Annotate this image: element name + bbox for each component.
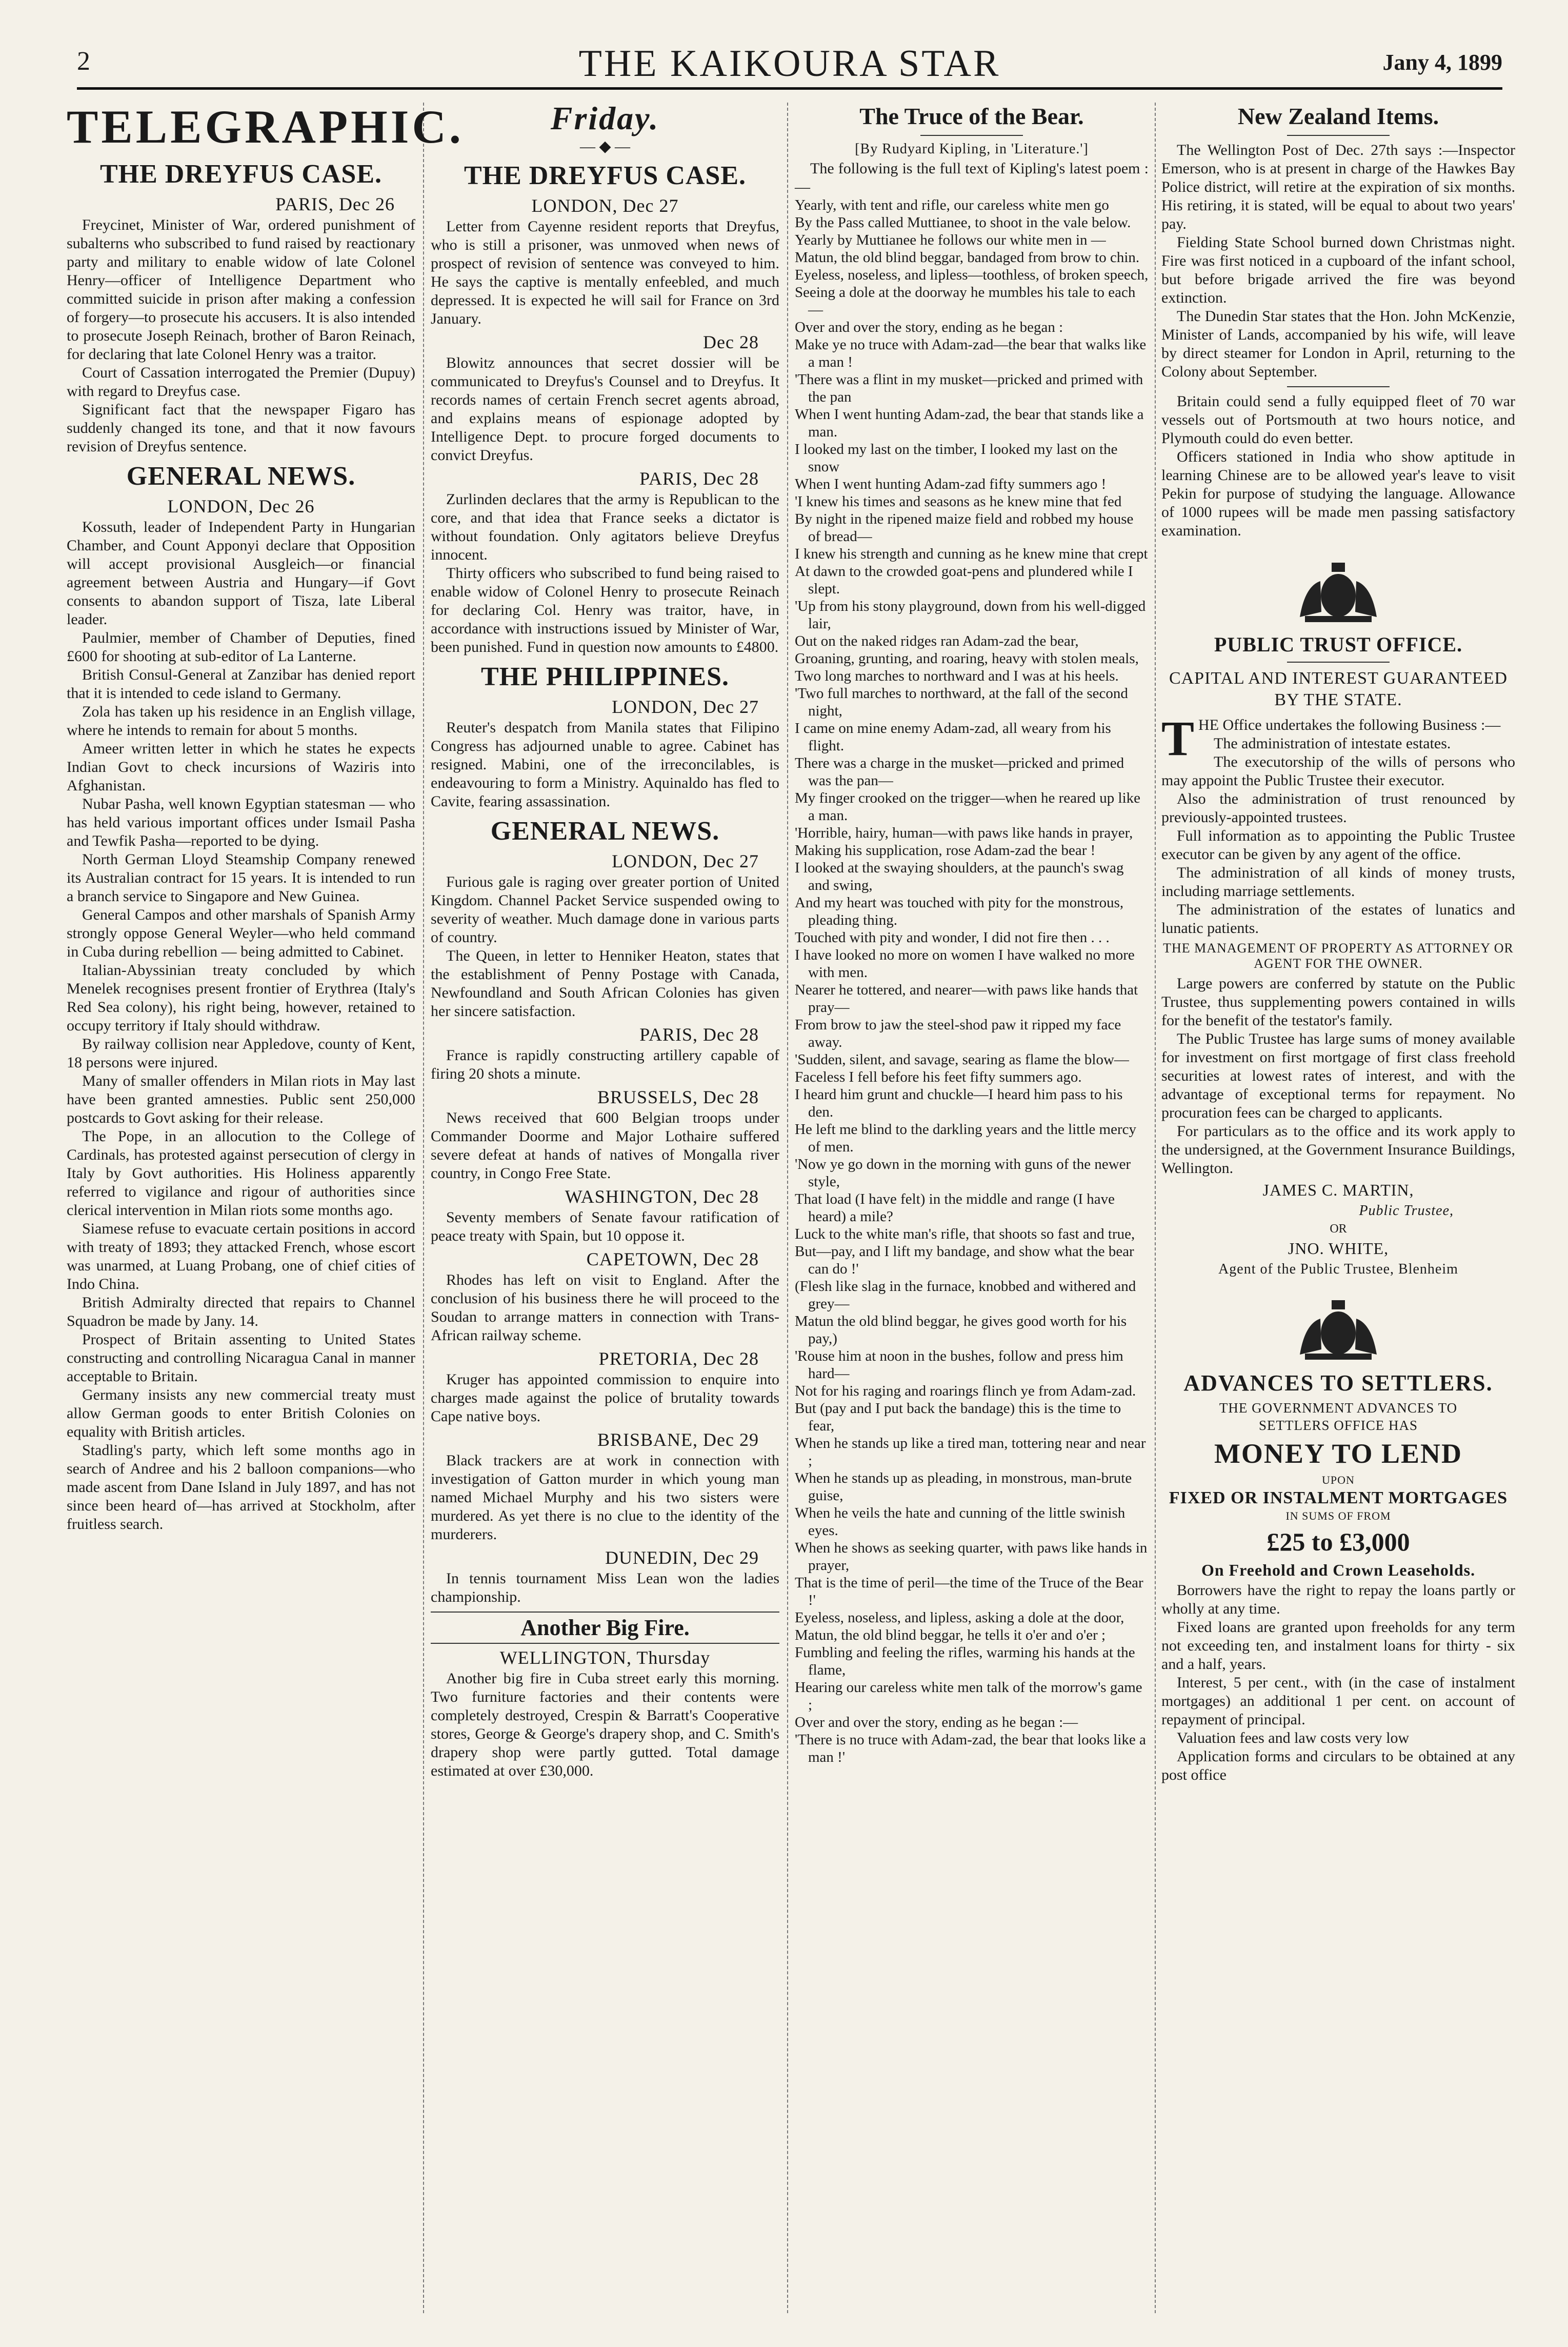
section-rule — [1287, 386, 1390, 387]
paragraph: Interest, 5 per cent., with (in the case of instalment mortgages) an additional 1 per cent. on account of repayment of principal. — [1161, 1674, 1515, 1728]
paragraph: Application forms and circulars to be obtained at any post office — [1161, 1748, 1515, 1783]
paragraph: Furious gale is raging over greater portion of United Kingdom. Channel Packet Service suspended owing to severity of weather. Much damage done in various parts of country. — [431, 873, 779, 946]
paragraph: Thirty officers who subscribed to fund being raised to enable widow of Colonel Henry to prosecute Reinach for declaring Col. Henry was traitor, have, in accordance with instructions issued by Minister of War, been punished. Fund in question now amounts to £4800. — [431, 565, 779, 655]
poem-line: 'I knew his times and seasons as he knew mine that fed — [795, 493, 1122, 510]
poem-line: Not for his raging and roarings flinch ye from Adam-zad. — [795, 1383, 1136, 1399]
poem-line: Yearly, with tent and rifle, our careless white men go — [795, 197, 1109, 213]
paragraph: Fielding State School burned down Christmas night. Fire was first noticed in a cupboard of the infant school, but before brigade arrived the fire was beyond extinction. — [1161, 234, 1515, 306]
poem-line: I knew his strength and cunning as he knew mine that crept — [795, 546, 1148, 562]
signature-name: JNO. WHITE, — [1288, 1239, 1389, 1258]
paragraph: Letter from Cayenne resident reports that Dreyfus, who is still a prisoner, was unmoved when news of prospect of revision of sentence was conveyed to him. He says the captive is mentally enfeebled, and much depressed. It is expected he will sail for France on 3rd January. — [431, 218, 779, 327]
paragraph: Paulmier, member of Chamber of Deputies, fined £600 for shooting at sub-editor of La Lanterne. — [67, 629, 415, 665]
byline: [By Rudyard Kipling, in 'Literature.'] — [855, 141, 1089, 157]
poem-line: 'Sudden, silent, and savage, searing as flame the blow— — [795, 1051, 1129, 1068]
paragraph: The Queen, in letter to Henniker Heaton, states that the establishment of Penny Postage with Canada, Newfoundland and South African Colonies has given her sincere satisfaction. — [431, 947, 779, 1020]
issue-date: Jany 4, 1899 — [1382, 50, 1502, 75]
article-body — [1161, 392, 1515, 540]
dateline: LONDON, Dec 27 — [612, 697, 759, 717]
poem-line: Eyeless, noseless, and lipless, asking a dole at the door, — [795, 1609, 1124, 1626]
paragraph: Black trackers are at work in connection with investigation of Gatton murder in which young man named Michael Murphy and his two sisters were murdered. As yet there is no clue to the identity of the murderers. — [431, 1452, 779, 1543]
paragraph: Freycinet, Minister of War, ordered punishment of subalterns who subscribed to fund raised by reactionary party and military to enable widow of late Colonel Henry—officer of Intelligence Department who committed suicide in prison after making a confession of forgery—to prosecute his accusers. It is also intended to prosecute Joseph Reinach, brother of Baron Reinach, for declaring that late Colonel Henry was a traitor. — [67, 216, 415, 363]
paragraph: Zola has taken up his residence in an English village, where he intends to remain for about 5 months. — [67, 703, 415, 739]
signature-title: Public Trustee, — [1359, 1203, 1454, 1219]
poem-line: Making his supplication, rose Adam-zad the bear ! — [795, 842, 1096, 859]
poem-line: 'Now ye go down in the morning with guns of the newer style, — [795, 1156, 1131, 1190]
friday-heading: Friday. — [550, 100, 660, 136]
poem-line: But (pay and I put back the bandage) this is the time to fear, — [795, 1400, 1121, 1434]
paragraph: News received that 600 Belgian troops under Commander Doorme and Major Lothaire suffered severe defeat at hands of natives of Mongalla river country, in Congo Free State. — [431, 1109, 779, 1182]
telegraphic-heading: TELEGRAPHIC. — [67, 101, 464, 153]
dateline: CAPETOWN, Dec 28 — [586, 1249, 759, 1269]
ad-line: IN SUMS OF FROM — [1285, 1509, 1391, 1522]
column-divider — [1155, 103, 1156, 2313]
poem-line: Matun the old blind beggar, he gives good worth for his pay,) — [795, 1313, 1127, 1347]
paragraph: Italian-Abyssinian treaty concluded by which Menelek recognises present frontier of Erythrea (Italy's Red Sea colony), his right being, however, retained to occupy territory if Italy should withdraw. — [67, 962, 415, 1034]
poem-heading: The Truce of the Bear. — [859, 103, 1084, 129]
column-1 — [67, 97, 464, 2318]
dreyfus-heading: THE DREYFUS CASE. — [464, 161, 747, 190]
paragraph: Full information as to appointing the Public Trustee executor can be given by any agent of the office. — [1161, 827, 1515, 863]
poem-line: When he stands up like a tired man, tottering near and near ; — [795, 1435, 1146, 1469]
poem-line: Out on the naked ridges ran Adam-zad the bear, — [795, 633, 1079, 649]
article-body — [67, 518, 415, 1534]
masthead — [77, 40, 1502, 86]
paragraph: Many of smaller offenders in Milan riots in May last have been granted amnesties. Public sent 250,000 postcards to Govt asking for their release. — [67, 1072, 415, 1126]
article-body — [1161, 974, 1515, 1178]
poem-line: Hearing our careless white men talk of the morrow's game ; — [795, 1679, 1142, 1713]
paragraph: In tennis tournament Miss Lean won the ladies championship. — [431, 1570, 779, 1605]
page-number: 2 — [77, 47, 90, 76]
philippines-heading: THE PHILIPPINES. — [480, 662, 730, 691]
paragraph: The executorship of the wills of persons who may appoint the Public Trustee their executor. — [1161, 753, 1515, 789]
paragraph: Zurlinden declares that the army is Republican to the core, and that idea that France seeks a dictator is without foundation. Only agitators believe Dreyfus innocent. — [431, 491, 779, 563]
poem-line: 'There is no truce with Adam-zad, the bear that looks like a man !' — [795, 1732, 1146, 1765]
signature-or: OR — [1330, 1222, 1347, 1236]
paragraph: Officers stationed in India who show aptitude in learning Chinese are to be allowed year's leave to visit Pekin for purpose of studying the language. Allowance of 1000 rupees will be made men passing satisfactory examination. — [1161, 448, 1515, 539]
poem-line: I came on mine enemy Adam-zad, all weary from his flight. — [795, 720, 1111, 754]
paragraph: Prospect of Britain assenting to United States constructing and controlling Nicaragua Canal in manner acceptable to Britain. — [67, 1331, 415, 1385]
poem-line: And my heart was touched with pity for the monstrous, pleading thing. — [795, 894, 1124, 928]
ad-line: THE GOVERNMENT ADVANCES TO — [1219, 1400, 1458, 1416]
paragraph: Nubar Pasha, well known Egyptian statesman — who has held various important offices under Ismail Pasha and Tewfik Pasha—reported to be dying. — [67, 795, 415, 849]
trust-intro-text: HE Office undertakes the following Business :— — [1198, 717, 1501, 733]
paragraph: The Dunedin Star states that the Hon. John McKenzie, Minister of Lands, accompanied by his wife, will leave by direct steamer for London in April, returning to the Colony about September. — [1161, 308, 1515, 380]
poem-line: 'Rouse him at noon in the bushes, follow and press him hard— — [795, 1348, 1123, 1382]
dateline: LONDON, Dec 27 — [531, 195, 679, 216]
drop-cap: T — [1161, 711, 1195, 766]
heading-rule — [1287, 135, 1390, 136]
paragraph: Large powers are conferred by statute on the Public Trustee, thus supplementing powers contained in wills for the benefit of the testator's family. — [1161, 975, 1515, 1029]
paragraph: North German Lloyd Steamship Company renewed its Australian contract for 15 years. It is intended to run a branch service to Singapore and New Guinea. — [67, 851, 415, 905]
paragraph: The administration of the estates of lunatics and lunatic patients. — [1161, 901, 1515, 937]
dateline: PARIS, Dec 28 — [639, 1024, 759, 1045]
column-2 — [431, 97, 779, 2318]
poem-line: But—pay, and I lift my bandage, and show what the bear can do !' — [795, 1243, 1134, 1277]
poem-line: 'Horrible, hairy, human—with paws like hands in prayer, — [795, 825, 1133, 841]
dateline: DUNEDIN, Dec 29 — [605, 1547, 759, 1568]
paragraph: France is rapidly constructing artillery capable of firing 20 shots a minute. — [431, 1047, 779, 1082]
dateline: LONDON, Dec 26 — [167, 496, 315, 516]
dateline: PRETORIA, Dec 28 — [598, 1348, 759, 1369]
paragraph: For particulars as to the office and its work apply to the undersigned, at the Government Insurance Buildings, Wellington. — [1161, 1123, 1515, 1177]
poem-line: Groaning, grunting, and roaring, heavy with stolen meals, — [795, 650, 1139, 667]
article-body — [1161, 734, 1515, 938]
ad-line: SETTLERS OFFICE HAS — [1258, 1418, 1418, 1433]
poem-line: There was a charge in the musket—pricked and primed was the pan— — [795, 755, 1124, 789]
heading-rule — [1287, 662, 1390, 663]
dateline: LONDON, Dec 27 — [612, 851, 759, 871]
paragraph: Also the administration of trust renounced by previously-appointed trustees. — [1161, 790, 1515, 826]
paragraph: Kruger has appointed commission to enquire into charges made against the police of brutality towards Cape native boys. — [431, 1371, 779, 1425]
poem-line: I have looked no more on women I have walked no more with men. — [795, 947, 1135, 981]
paragraph: Borrowers have the right to repay the loans partly or wholly at any time. — [1161, 1582, 1515, 1617]
paragraph: Reuter's despatch from Manila states that Filipino Congress has adjourned unable to agree. Cabinet has resigned. Mabini, one of the irreconcilables, is endeavouring to form a Ministry. Aquinaldo has fled to Cavite, fearing assassination. — [431, 719, 779, 810]
poem-line: I heard him grunt and chuckle—I heard him pass to his den. — [795, 1086, 1123, 1120]
article-body — [67, 216, 415, 456]
poem-line: Yearly by Muttianee he follows our white men in — — [795, 232, 1106, 248]
paragraph: Germany insists any new commercial treaty must allow German goods to enter British Colonies on equality with British articles. — [67, 1386, 415, 1440]
paragraph: Valuation fees and law costs very low — [1177, 1729, 1410, 1746]
poem-line: By the Pass called Muttianee, to shoot in the vale below. — [795, 214, 1131, 231]
general-news-heading: GENERAL NEWS. — [126, 462, 356, 491]
poem-line: Over and over the story, ending as he began : — [795, 319, 1063, 335]
article-body — [1161, 141, 1515, 381]
dateline: WASHINGTON, Dec 28 — [565, 1186, 759, 1207]
poem-line: From brow to jaw the steel-shod paw it ripped my face away. — [795, 1017, 1121, 1050]
paragraph: The Pope, in an allocution to the College of Cardinals, has protested against persecution of clergy in Italy by Govt authorities. His Holiness apparently referred to vigilance and rigour of authorities since clerical intervention in Milan riots some months ago. — [67, 1128, 415, 1219]
poem-line: 'Two full marches to northward, at the fall of the second night, — [795, 685, 1128, 719]
poem-line: That is the time of peril—the time of the Truce of the Bear !' — [795, 1575, 1143, 1608]
paragraph: Fixed loans are granted upon freeholds for any term not exceeding ten, and instalment loans for thirty - six and a half, years. — [1161, 1619, 1515, 1673]
royal-crest-icon — [1284, 1293, 1392, 1365]
poem-line: Faceless I fell before his feet fifty summers ago. — [795, 1069, 1082, 1085]
poem-line: Seeing a dole at the doorway he mumbles his tale to each— — [795, 284, 1136, 318]
dateline: PARIS, Dec 26 — [275, 194, 395, 214]
article-body — [431, 490, 779, 657]
ad-line: On Freehold and Crown Leaseholds. — [1201, 1561, 1476, 1579]
nz-items-heading: New Zealand Items. — [1237, 103, 1439, 129]
management-caption: THE MANAGEMENT OF PROPERTY AS ATTORNEY OR AGENT FOR THE OWNER. — [1163, 941, 1514, 971]
masthead-rule — [77, 87, 1502, 90]
poem-line: At dawn to the crowded goat-pens and plundered while I slept. — [795, 563, 1133, 597]
ad-line: UPON — [1322, 1474, 1355, 1486]
paragraph: Britain could send a fully equipped fleet of 70 war vessels out of Portsmouth at two hours notice, and Plymouth could do even better. — [1161, 393, 1515, 447]
dateline: WELLINGTON, Thursday — [499, 1647, 711, 1668]
paragraph: The Wellington Post of Dec. 27th says :—Inspector Emerson, who is at present in charge of the Hawkes Bay Police district, will retire at the expiration of six months. His retiring, it is stated, will be equal to about two years' pay. — [1161, 142, 1515, 232]
column-divider — [787, 103, 788, 2313]
poem-line: Touched with pity and wonder, I did not fire then . . . — [795, 929, 1110, 946]
poem-line: Luck to the white man's rifle, that shoots so fast and true, — [795, 1226, 1135, 1242]
advances-heading: ADVANCES TO SETTLERS. — [1183, 1370, 1493, 1396]
paragraph: Siamese refuse to evacuate certain positions in accord with treaty of 1893; they attacked French, whose escort was unarmed, at Luang Probang, one of chief cities of Indo China. — [67, 1220, 415, 1292]
ad-line: FIXED OR INSTALMENT MORTGAGES — [1169, 1488, 1508, 1507]
paragraph: Blowitz announces that secret dossier will be communicated to Dreyfus's Counsel and to Dreyfus. It records names of certain French secret agents abroad, and explains means of espionage adopted by Intelligence Dept. to procure forged documents to convict Dreyfus. — [431, 354, 779, 464]
poem-intro: The following is the full text of Kipling's latest poem :— — [795, 160, 1149, 195]
paragraph: General Campos and other marshals of Spanish Army strongly oppose General Weyler—who held command in Cuba during rebellion — being admitted to Cabinet. — [67, 906, 415, 960]
poem-line: That load (I have felt) in the middle and range (I have heard) a mile? — [795, 1191, 1115, 1225]
column-3 — [795, 97, 1149, 2318]
poem-line: When I went hunting Adam-zad, the bear that stands like a man. — [795, 406, 1144, 440]
poem-line: 'There was a flint in my musket—pricked and primed with the pan — [795, 371, 1143, 405]
poem-line: (Flesh like slag in the furnace, knobbed and withered and grey— — [795, 1278, 1136, 1312]
column-divider — [423, 103, 424, 2313]
dreyfus-heading: THE DREYFUS CASE. — [99, 160, 383, 189]
poem-line: Two long marches to northward and I was at his heels. — [795, 668, 1119, 684]
general-news-heading: GENERAL NEWS. — [490, 817, 720, 846]
poem-line: Nearer he tottered, and nearer—with paws like hands that pray— — [795, 982, 1138, 1016]
paragraph: The administration of all kinds of money trusts, including marriage settlements. — [1161, 864, 1515, 900]
poem-line: When he shows as seeking quarter, with paws like hands in prayer, — [795, 1540, 1148, 1574]
paragraph: Rhodes has left on visit to England. After the conclusion of his business there he will proceed to the Soudan to arrange matters in connection with Trans-African railway scheme. — [431, 1271, 779, 1344]
poem-line: Matun, the old blind beggar, he tells it o'er and o'er ; — [795, 1627, 1106, 1643]
paragraph: Another big fire in Cuba street early this morning. Two furniture factories and their contents were completely destroyed, Crespin & Barratt's Cooperative stores, George & George's drapery shop, and C. Smith's drapery shop were partly gutted. Total damage estimated at over £30,000. — [431, 1670, 779, 1779]
paragraph: British Admiralty directed that repairs to Channel Squadron be made by Jany. 14. — [67, 1294, 415, 1329]
paragraph: By railway collision near Appledove, county of Kent, 18 persons were injured. — [67, 1036, 415, 1071]
dateline: BRISBANE, Dec 29 — [597, 1429, 759, 1450]
paragraph: British Consul-General at Zanzibar has denied report that it is intended to cede island to Germany. — [67, 666, 415, 702]
poem-line: He left me blind to the darkling years and the little mercy of men. — [795, 1121, 1136, 1155]
poem-line: Eyeless, noseless, and lipless—toothless, of broken speech, — [795, 267, 1149, 283]
poem-line: 'Up from his stony playground, down from his well-digged lair, — [795, 598, 1146, 632]
paragraph: Significant fact that the newspaper Figaro has suddenly changed its tone, and that it now favours revision of Dreyfus sentence. — [67, 401, 415, 455]
signature-name: JAMES C. MARTIN, — [1262, 1181, 1414, 1199]
article-body — [431, 873, 779, 1021]
paragraph: Kossuth, leader of Independent Party in Hungarian Chamber, and Count Apponyi declare that Opposition will accept provisional Ausgleich—or financial agreement between Austria and Hungary—if Govt consents to abandon support of Tisza, late Liberal leader. — [67, 519, 415, 628]
dateline: PARIS, Dec 28 — [639, 468, 759, 489]
poem-line: Make ye no truce with Adam-zad—the bear that walks like a man ! — [795, 336, 1147, 370]
poem-line: When he veils the hate and cunning of the little swinish eyes. — [795, 1505, 1125, 1539]
paragraph: Ameer written letter in which he states he expects Indian Govt to check incursions of Waziris into Afghanistan. — [67, 740, 415, 794]
dateline: BRUSSELS, Dec 28 — [597, 1087, 759, 1107]
newspaper-title: THE KAIKOURA STAR — [578, 43, 1001, 85]
poem-line: Matun, the old blind beggar, bandaged from brow to chin. — [795, 249, 1140, 266]
poem-line: When I went hunting Adam-zad fifty summers ago ! — [795, 476, 1107, 492]
money-to-lend: MONEY TO LEND — [1214, 1438, 1463, 1469]
another-big-fire-heading: Another Big Fire. — [431, 1612, 779, 1644]
poem-line: I looked my last on the timber, I looked my last on the snow — [795, 441, 1118, 475]
heading-rule — [920, 135, 1023, 136]
paragraph: The Public Trustee has large sums of money available for investment on first mortgage of first class freehold securities at lowest rates of interest, and with the advantage of exceptional terms for repayment. No procuration fees can be charged to applicants. — [1161, 1030, 1515, 1121]
public-trust-heading: PUBLIC TRUST OFFICE. — [1214, 633, 1463, 656]
public-trust-subheading: CAPITAL AND INTEREST GUARANTEED BY THE STATE. — [1169, 669, 1508, 709]
paragraph: Stadling's party, which left some months ago in search of Andree and his 2 balloon companions—who made ascent from Dane Island in July 1897, and has not since been heard of—has arrived at Stockholm, after fruitless search. — [67, 1442, 415, 1533]
loan-amount: £25 to £3,000 — [1267, 1527, 1410, 1556]
royal-crest-icon — [1284, 555, 1392, 627]
poem-line: By night in the ripened maize field and robbed my house of bread— — [795, 511, 1134, 545]
poem-line: I looked at the swaying shoulders, at the paunch's swag and swing, — [795, 860, 1124, 893]
ornament-rule: — ◆ — — [579, 138, 631, 155]
poem-line: Over and over the story, ending as he began :— — [795, 1714, 1078, 1731]
paragraph: Seventy members of Senate favour ratification of peace treaty with Spain, but 10 oppose it. — [431, 1209, 779, 1244]
poem-body — [795, 196, 1149, 1766]
dateline: Dec 28 — [703, 332, 759, 352]
paragraph: The administration of intestate estates. — [1214, 735, 1451, 752]
poem-line: Fumbling and feeling the rifles, warming his hands at the flame, — [795, 1644, 1135, 1678]
article-body — [1161, 1581, 1515, 1784]
poem-line: My finger crooked on the trigger—when he reared up like a man. — [795, 790, 1141, 824]
poem-line: When he stands up as pleading, in monstrous, man-brute guise, — [795, 1470, 1132, 1504]
paragraph: Court of Cassation interrogated the Premier (Dupuy) with regard to Dreyfus case. — [67, 364, 415, 400]
signature-title: Agent of the Public Trustee, Blenheim — [1218, 1261, 1458, 1277]
column-4 — [1161, 97, 1515, 2318]
